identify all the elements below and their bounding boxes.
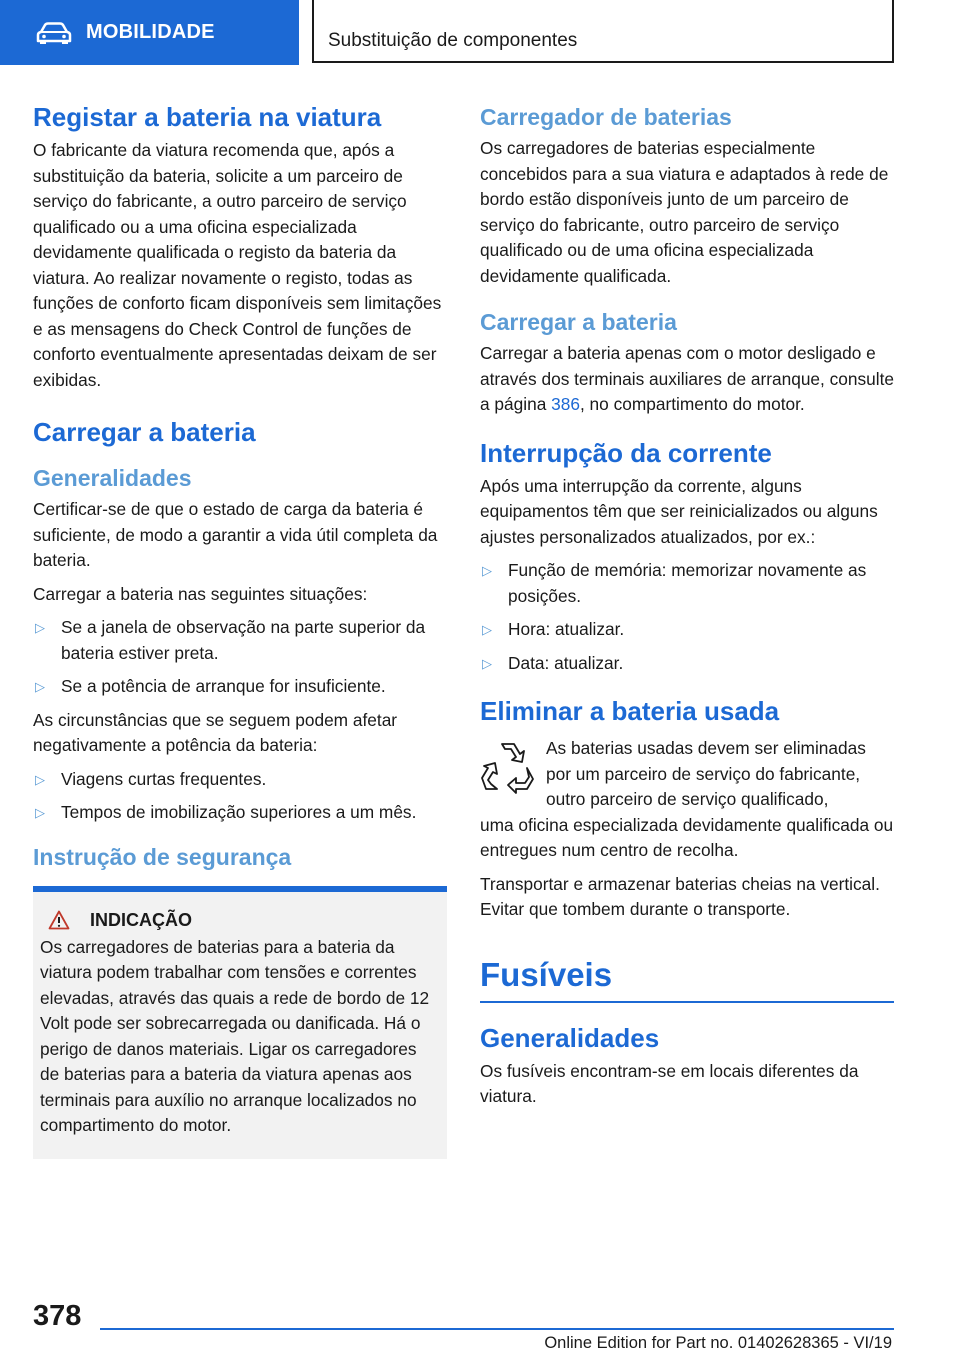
triangle-bullet-icon: ▷ xyxy=(482,563,492,578)
note-label: INDICAÇÃO xyxy=(90,909,192,930)
triangle-bullet-icon: ▷ xyxy=(35,771,45,787)
list-item: ▷ Tempos de imobilização superiores a um mês. xyxy=(33,800,447,826)
section-tab xyxy=(0,0,299,65)
interruption-body: Após uma interrupção da corrente, alguns equipamentos têm que ser reinicializados ou alguns ajustes personalizados atualizados, por ex.: xyxy=(480,475,878,547)
note-body: Os carregadores de baterias para a bateria da viatura podem trabalhar com tensões e correntes elevadas, através das quais a rede de bordo de 12 Volt pode ser sobrecarregada ou danificada. Há o perigo de danos materiais. Ligar os carregadores de baterias para a bateria da viatura apenas aos terminais para auxílio no arranque localizados no compartimento do motor. xyxy=(40,936,430,1135)
list-item: ▷ Data: atualizar. xyxy=(480,651,894,677)
circumstances-list xyxy=(33,767,447,826)
footer-divider xyxy=(100,1328,894,1330)
car-icon xyxy=(36,21,72,45)
triangle-bullet-icon: ▷ xyxy=(35,620,45,635)
triangle-bullet-icon: ▷ xyxy=(35,805,45,820)
fuses-general-body: Os fusíveis encontram-se em locais diferentes da viatura. xyxy=(480,1060,859,1106)
heading-general: Generalidades xyxy=(33,465,192,491)
footer-edition: Online Edition for Part no. 01402628365 - VI/19 xyxy=(544,1334,892,1352)
left-column xyxy=(33,100,447,1159)
page-number: 378 xyxy=(33,1300,82,1332)
general-body: Certificar-se de que o estado de carga da bateria é suficiente, de modo a garantir a vida útil completa da bateria. xyxy=(33,499,438,570)
section-divider xyxy=(480,1001,894,1003)
heading-charge-battery-right: Carregar a bateria xyxy=(480,309,677,335)
heading-safety: Instrução de segurança xyxy=(33,843,292,870)
interruption-list xyxy=(480,558,894,676)
chapter-title: Substituição de componentes xyxy=(328,30,578,51)
triangle-bullet-icon: ▷ xyxy=(482,622,492,637)
warning-icon xyxy=(48,910,70,930)
disposal-body-2: Transportar e armazenar baterias cheias na vertical. Evitar que tombem durante o transporte. xyxy=(480,873,880,919)
register-battery-body: O fabricante da viatura recomenda que, após a substituição da bateria, solicite a um parceiro de serviço do fabricante, a outro parceiro de serviço qualificado ou a uma oficina especializada devidamente qualificada o registo da bateria da viatura. Ao realizar novamente o registo, todas as funções de conforto ficam disponíveis sem limitações e as mensagens do Check Control de funções de conforto eventualmente apresentadas deixam de ser exibidas. xyxy=(33,140,442,390)
heading-disposal: Eliminar a bateria usada xyxy=(480,696,780,726)
situations-list xyxy=(33,615,447,700)
chapter-header xyxy=(312,0,894,63)
heading-interruption: Interrupção da corrente xyxy=(480,437,772,468)
charger-body: Os carregadores de baterias especialmente concebidos para a sua viatura e adaptados à rede de bordo estão disponíveis junto de um parceiro de serviço do fabricante, outro parceiro de serviço qualificado ou de uma oficina especializada devidamente qualificada. xyxy=(480,138,889,286)
recycle-icon xyxy=(480,738,536,794)
triangle-bullet-icon: ▷ xyxy=(35,679,45,694)
disposal-body-wrap: As baterias usadas devem ser eliminadas por um parceiro de serviço do fabricante, outro parceiro de serviço qualificado, xyxy=(546,738,866,809)
heading-charge-battery: Carregar a bateria xyxy=(33,417,256,447)
list-item: ▷ Se a potência de arranque for insuficiente. xyxy=(33,674,447,700)
circumstances-intro: As circunstâncias que se seguem podem afetar negativamente a potência da bateria: xyxy=(33,709,398,755)
heading-register-battery: Registar a bateria na viatura xyxy=(33,102,382,132)
situations-intro: Carregar a bateria nas seguintes situações: xyxy=(33,583,368,604)
list-item: ▷ Hora: atualizar. xyxy=(480,617,894,643)
list-item: ▷ Viagens curtas frequentes. xyxy=(33,767,447,793)
heading-fuses: Fusíveis xyxy=(480,955,613,993)
section-label: MOBILIDADE xyxy=(86,21,215,43)
charge-body: Carregar a bateria apenas com o motor desligado e através dos terminais auxiliares de arranque, consulte a página 386, no compartimento do motor. xyxy=(480,343,895,414)
triangle-bullet-icon: ▷ xyxy=(482,655,492,671)
list-item: ▷ Função de memória: memorizar novamente as posições. xyxy=(482,560,867,606)
page-ref-link[interactable]: 386 xyxy=(551,394,580,414)
right-column xyxy=(480,102,894,1118)
disposal-body-rest: uma oficina especializada devidamente qualificada ou entregues num centro de recolha. xyxy=(480,814,894,860)
list-item: ▷ Se a janela de observação na parte superior da bateria estiver preta. xyxy=(35,617,426,663)
heading-charger: Carregador de baterias xyxy=(480,104,732,130)
warning-note xyxy=(33,886,447,1159)
heading-fuses-general: Generalidades xyxy=(480,1022,660,1053)
